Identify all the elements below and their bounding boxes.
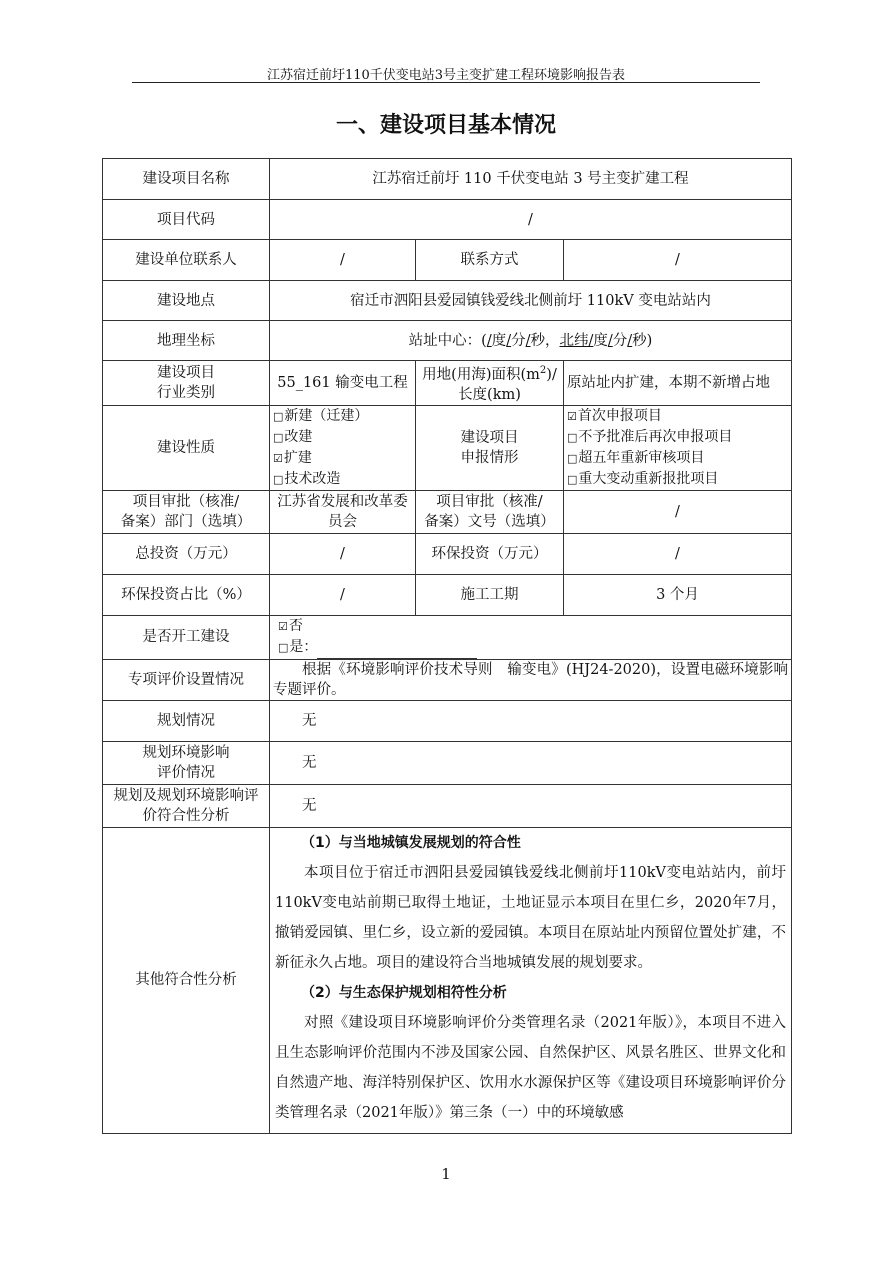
coord-degree-1: / (486, 332, 492, 349)
label-industry-line-1: 建设项目 (157, 364, 215, 381)
declare-checkbox: □ (567, 472, 578, 486)
row-industry (103, 361, 792, 406)
nature-option (273, 406, 412, 427)
value-project-code: / (270, 200, 792, 240)
declare-checkbox: ☑ (567, 409, 577, 423)
value-approval-dept (270, 490, 416, 533)
label-env-investment: 环保投资（万元） (416, 533, 564, 574)
value-env-investment: / (564, 533, 792, 574)
row-special (103, 659, 792, 700)
declare-options (564, 405, 792, 490)
declare-option (567, 469, 788, 490)
label-nature: 建设性质 (103, 405, 270, 490)
started-yes-blank (317, 644, 477, 659)
value-env-ratio: / (270, 574, 416, 615)
other-paragraph-2: 对照《建设项目环境影响评价分类管理名录（2021年版）》，本项目不进入且生态影响评价范围内不涉及国家公园、自然保护区、风景名胜区、世界文化和自然遗产地、海洋特别保护区、饮用水水源保护区等《建设项目环境影响评价分类管理名录（2021年版）》第三条（一）中的环境敏感 (275, 1014, 786, 1121)
label-land-area (416, 361, 564, 406)
nature-checkbox: ☑ (273, 451, 283, 465)
started-no-checkbox: ☑ (278, 619, 288, 633)
declare-option (567, 406, 788, 427)
header-rule (132, 82, 760, 83)
coord-text-6: 秒) (632, 332, 653, 349)
declare-checkbox: □ (567, 430, 578, 444)
nature-checkbox: □ (273, 472, 284, 486)
declare-option-text: 重大变动重新报批项目 (578, 470, 719, 487)
label-env-ratio: 环保投资占比（%） (103, 574, 270, 615)
label-declare-line-2: 申报情形 (460, 449, 519, 466)
nature-option (273, 448, 412, 469)
label-plan: 规划情况 (103, 700, 270, 741)
coord-text-5: 分 (612, 332, 628, 349)
label-construction-period: 施工工期 (416, 574, 564, 615)
value-plan: 无 (270, 700, 792, 741)
coord-second-1: / (525, 332, 531, 349)
declare-option-text: 不予批准后再次申报项目 (578, 428, 733, 445)
value-started (270, 615, 792, 659)
label-approval-no (416, 490, 564, 533)
declare-option (567, 427, 788, 448)
coord-latitude: 北纬 (559, 332, 589, 349)
label-project-code: 项目代码 (103, 200, 270, 240)
value-approval-dept-line-2: 员会 (328, 513, 357, 530)
label-plan-env-line-2: 评价情况 (157, 764, 215, 781)
label-plan-conform (103, 784, 270, 827)
coord-text-3: 秒， (530, 332, 560, 349)
row-started (103, 615, 792, 659)
project-info-table (102, 158, 792, 1134)
value-location: 宿迁市泗阳县爱园镇钱爱线北侧前圩 110kV 变电站站内 (270, 281, 792, 321)
label-approval-no-line-1: 项目审批（核准/ (436, 493, 543, 510)
value-special: 根据《环境影响评价技术导则 输变电》(HJ24-2020)，设置电磁环境影响专题评价。 (270, 659, 792, 700)
row-other (103, 827, 792, 1133)
other-heading-1: （1）与当地城镇发展规划的符合性 (301, 834, 521, 851)
label-land-line-2: 长度(km) (458, 386, 521, 403)
label-industry-line-2: 行业类别 (157, 384, 215, 401)
running-header: 江苏宿迁前圩110千伏变电站3号主变扩建工程环境影响报告表 (266, 68, 626, 83)
row-location (103, 281, 792, 321)
row-nature (103, 405, 792, 490)
row-plan (103, 700, 792, 741)
value-approval-no: / (564, 490, 792, 533)
nature-option-text: 新建（迁建） (284, 407, 369, 424)
coord-degree-2: / (588, 332, 594, 349)
value-land-area: 原站址内扩建，本期不新增占地 (564, 361, 792, 406)
started-yes-text: 是： (289, 639, 318, 656)
declare-option-text: 超五年重新审核项目 (578, 449, 705, 466)
section-title: 一、建设项目基本情况 (335, 113, 556, 138)
label-plan-conform-line-1: 规划及规划环境影响评 (113, 787, 259, 804)
value-industry: 55_161 输变电工程 (270, 361, 416, 406)
label-contact-method: 联系方式 (416, 240, 564, 281)
nature-option (273, 427, 412, 448)
label-declare-line-1: 建设项目 (460, 429, 519, 446)
other-heading-2: （2）与生态保护规划相符性分析 (301, 984, 507, 1001)
started-yes-checkbox: □ (278, 641, 289, 655)
label-approval-dept-line-2: 备案）部门（选填） (120, 513, 252, 530)
label-project-name: 建设项目名称 (103, 159, 270, 200)
value-approval-dept-line-1: 江苏省发展和改革委 (277, 493, 408, 510)
declare-checkbox: □ (567, 451, 578, 465)
row-plan-conform (103, 784, 792, 827)
label-started: 是否开工建设 (103, 615, 270, 659)
nature-checkbox: □ (273, 409, 284, 423)
nature-options (270, 405, 416, 490)
label-land-superscript: 2 (539, 365, 547, 376)
row-coordinates (103, 321, 792, 361)
value-plan-conform: 无 (270, 784, 792, 827)
row-investment (103, 533, 792, 574)
label-plan-env (103, 741, 270, 784)
value-project-name: 江苏宿迁前圩 110 千伏变电站 3 号主变扩建工程 (270, 159, 792, 200)
nature-option-text: 扩建 (283, 449, 312, 466)
declare-option (567, 448, 788, 469)
nature-checkbox: □ (273, 430, 284, 444)
row-project-name (103, 159, 792, 200)
coord-minute-1: / (506, 332, 512, 349)
coord-text-2: 分 (511, 332, 526, 349)
value-other (270, 827, 792, 1133)
row-project-code (103, 200, 792, 240)
coord-prefix: 站址中心：( (408, 332, 487, 349)
row-plan-env (103, 741, 792, 784)
label-special: 专项评价设置情况 (103, 659, 270, 700)
value-contact: / (270, 240, 416, 281)
nature-option-text: 改建 (284, 428, 313, 445)
label-approval-no-line-2: 备案）文号（选填） (424, 513, 555, 530)
label-plan-env-line-1: 规划环境影响 (142, 744, 230, 761)
page-number: 1 (441, 1165, 451, 1183)
coord-text-1: 度 (491, 332, 507, 349)
coord-second-2: / (627, 332, 633, 349)
value-contact-method: / (564, 240, 792, 281)
started-yes-option (278, 637, 788, 659)
row-contact (103, 240, 792, 281)
label-coordinates: 地理坐标 (103, 321, 270, 361)
label-land-line-1: 用地(用海)面积(m (422, 366, 540, 383)
label-plan-conform-line-2: 价符合性分析 (142, 807, 230, 824)
value-plan-env: 无 (270, 741, 792, 784)
value-coordinates (270, 321, 792, 361)
label-industry (103, 361, 270, 406)
row-approval (103, 490, 792, 533)
label-location: 建设地点 (103, 281, 270, 321)
coord-minute-2: / (607, 332, 613, 349)
started-no-text: 否 (288, 617, 303, 634)
label-approval-dept-line-1: 项目审批（核准/ (132, 493, 240, 510)
label-total-investment: 总投资（万元） (103, 533, 270, 574)
label-approval-dept (103, 490, 270, 533)
coord-text-4: 度 (593, 332, 608, 349)
nature-option-text: 技术改造 (284, 470, 341, 487)
row-ratio-period (103, 574, 792, 615)
value-total-investment: / (270, 533, 416, 574)
label-land-line-1b: )/ (546, 366, 557, 383)
label-declare (416, 405, 564, 490)
other-paragraph-1: 本项目位于宿迁市泗阳县爱园镇钱爱线北侧前圩110kV变电站站内，前圩110kV变电站前期已取得土地证，土地证显示本项目在里仁乡，2020年7月，撤销爱园镇、里仁乡，设立新的爱园镇。本项目在原站址内预留位置处扩建，不新征永久占地。项目的建设符合当地城镇发展的规划要求。 (275, 864, 786, 971)
declare-option-text: 首次申报项目 (577, 407, 662, 424)
started-no-option (278, 616, 788, 638)
nature-option (273, 469, 412, 490)
label-contact: 建设单位联系人 (103, 240, 270, 281)
value-construction-period: 3 个月 (564, 574, 792, 615)
label-other: 其他符合性分析 (103, 827, 270, 1133)
